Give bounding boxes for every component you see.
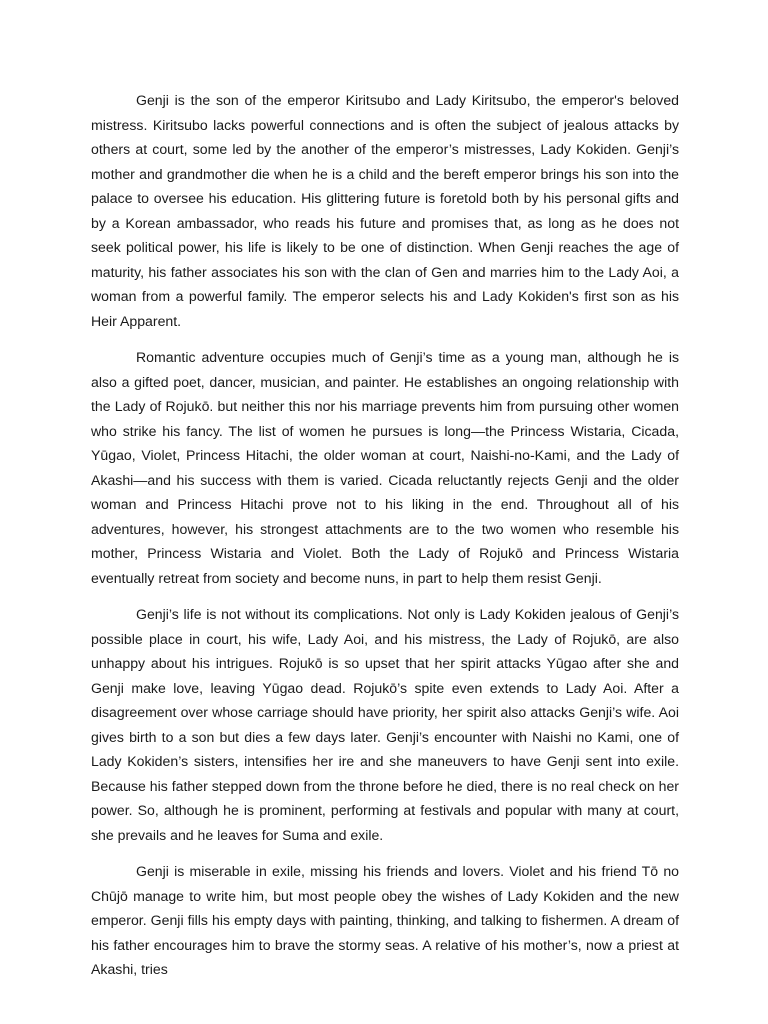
- paragraph-1: Genji is the son of the emperor Kiritsubo and Lady Kiritsubo, the emperor's beloved mistress. Kiritsubo lacks powerful connections and is often the subject of jealous attacks by others at court, some led by the another of the emperor’s mistresses, Lady Kokiden. Genji’s mother and grandmother die when he is a child and the bereft emperor brings his son into the palace to oversee his education. His glittering future is foretold both by his personal gifts and by a Korean ambassador, who reads his future and promises that, as long as he does not seek political power, his life is likely to be one of distinction. When Genji reaches the age of maturity, his father associates his son with the clan of Gen and marries him to the Lady Aoi, a woman from a powerful family. The emperor selects his and Lady Kokiden's first son as his Heir Apparent.: [91, 92, 679, 329]
- paragraph-4: Genji is miserable in exile, missing his friends and lovers. Violet and his friend Tō no Chūjō manage to write him, but most people obey the wishes of Lady Kokiden and the new emperor. Genji fills his empty days with painting, thinking, and talking to fishermen. A dream of his father encourages him to brave the stormy seas. A relative of his mother’s, now a priest at Akashi, tries: [91, 863, 679, 977]
- paragraph-3: Genji’s life is not without its complications. Not only is Lady Kokiden jealous of Genji’s possible place in court, his wife, Lady Aoi, and his mistress, the Lady of Rojukō, are also unhappy about his intrigues. Rojukō is so upset that her spirit attacks Yūgao after she and Genji make love, leaving Yūgao dead. Rojukō’s spite even extends to Lady Aoi. After a disagreement over whose carriage should have priority, her spirit also attacks Genji’s wife. Aoi gives birth to a son but dies a few days later. Genji’s encounter with Naishi no Kami, one of Lady Kokiden’s sisters, intensifies her ire and she maneuvers to have Genji sent into exile. Because his father stepped down from the throne before he died, there is no real check on her power. So, although he is prominent, performing at festivals and popular with many at court, she prevails and he leaves for Suma and exile.: [91, 606, 679, 843]
- document-page: [91, 88, 679, 994]
- paragraph-2: Romantic adventure occupies much of Genji’s time as a young man, although he is also a gifted poet, dancer, musician, and painter. He establishes an ongoing relationship with the Lady of Rojukō. but neither this nor his marriage prevents him from pursuing other women who strike his fancy. The list of women he pursues is long—the Princess Wistaria, Cicada, Yūgao, Violet, Princess Hitachi, the older woman at court, Naishi-no-Kami, and the Lady of Akashi—and his success with them is varied. Cicada reluctantly rejects Genji and the older woman and Princess Hitachi prove not to his liking in the end. Throughout all of his adventures, however, his strongest attachments are to the two women who resemble his mother, Princess Wistaria and Violet. Both the Lady of Rojukō and Princess Wistaria eventually retreat from society and become nuns, in part to help them resist Genji.: [91, 349, 679, 586]
